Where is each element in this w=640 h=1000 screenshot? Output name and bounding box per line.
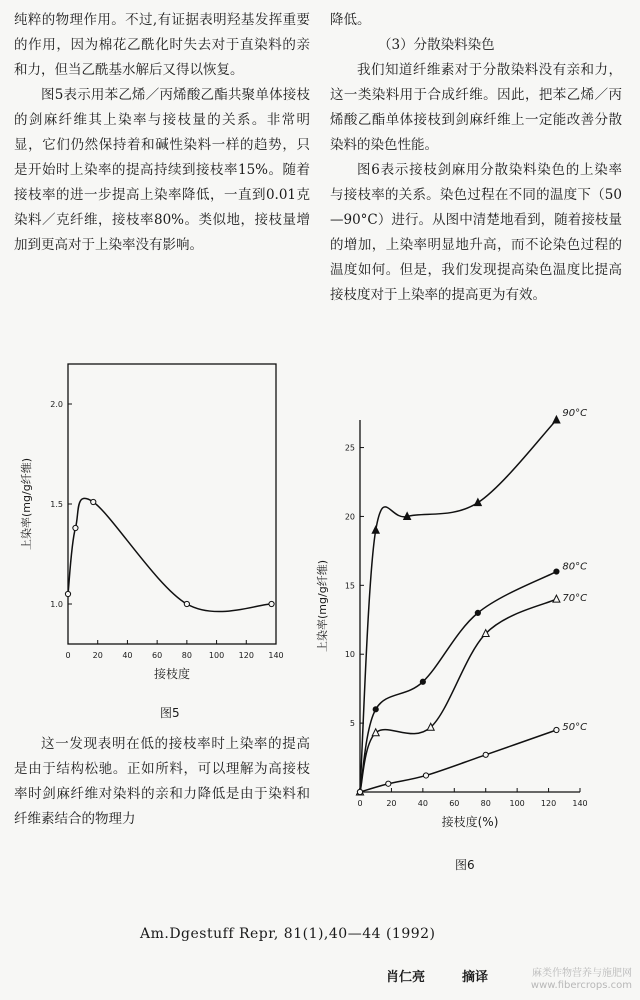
y-axis-label: 上染率(mg/g纤维) xyxy=(316,560,329,652)
y-tick-label: 5 xyxy=(349,719,355,729)
data-point xyxy=(372,729,379,736)
series-line xyxy=(68,498,272,611)
y-tick-label: 20 xyxy=(344,512,355,522)
x-tick-label: 40 xyxy=(122,651,133,660)
y-tick-label: 2.0 xyxy=(50,400,63,409)
right-column xyxy=(330,8,622,308)
x-tick-label: 60 xyxy=(449,799,460,808)
x-tick-label: 80 xyxy=(181,651,192,660)
left-para-1: 纯粹的物理作用。不过,有证据表明羟基发挥重要的作用，因为棉花乙酰化时失去对于直染料的亲和力，但当乙酰基水解后又得以恢复。 xyxy=(14,12,310,78)
x-tick-label: 20 xyxy=(92,651,103,660)
y-tick-label: 10 xyxy=(344,650,355,660)
x-tick-label: 120 xyxy=(540,799,557,808)
series-line xyxy=(360,599,556,792)
y-tick-label: 1.0 xyxy=(50,600,63,609)
right-para-1: 我们知道纤维素对于分散染料没有亲和力，这一类染料用于合成纤维。因此，把苯乙烯／丙烯酸乙酯单体接枝到剑麻纤维上一定能改善分散染料的染色性能。 xyxy=(330,62,622,153)
x-tick-label: 100 xyxy=(208,651,225,660)
left-column-bottom xyxy=(14,732,310,832)
data-point xyxy=(372,526,379,533)
watermark-line-2: www.fibercrops.com xyxy=(530,980,632,991)
data-point xyxy=(423,773,428,778)
x-tick-label: 60 xyxy=(152,651,163,660)
figure-6-caption: 图6 xyxy=(455,858,475,872)
data-point xyxy=(554,727,559,732)
series-label: 80°C xyxy=(562,561,588,573)
data-point xyxy=(386,781,391,786)
data-point xyxy=(373,707,378,712)
data-point xyxy=(483,752,488,757)
data-point xyxy=(475,610,480,615)
data-point xyxy=(65,591,70,596)
y-axis-label: 上染率(mg/g纤维) xyxy=(20,458,33,550)
data-point xyxy=(73,525,78,530)
figure-5-chart xyxy=(14,352,304,692)
y-tick-label: 25 xyxy=(344,443,355,453)
data-point xyxy=(357,789,362,794)
left-para-2: 图5表示用苯乙烯／丙烯酸乙酯共聚单体接枝的剑麻纤维其上染率与接枝量的关系。非常明显，它们仍然保持着和碱性染料一样的趋势，只是开始时上染率的提高持续到接枝率15%。随着接枝率的进一步提高上染率降低，一直到0.01克染料／克纤维，接枝率80%。类似地，接枝量增加到更高对于上染率没有影响。 xyxy=(14,87,310,253)
series-label: 90°C xyxy=(562,408,588,419)
x-tick-label: 40 xyxy=(417,799,428,808)
data-point xyxy=(91,499,96,504)
figure-5-caption: 图5 xyxy=(160,706,180,720)
x-tick-label: 140 xyxy=(572,799,588,808)
x-tick-label: 0 xyxy=(65,651,71,660)
y-tick-label: 1.5 xyxy=(50,500,63,509)
data-point xyxy=(474,499,481,506)
citation: Am.Dgestuff Repr, 81(1),40—44 (1992) xyxy=(140,926,436,942)
x-tick-label: 20 xyxy=(386,799,397,808)
x-tick-label: 140 xyxy=(268,651,284,660)
left-para-3: 这一发现表明在低的接枝率时上染率的提高是由于结构松驰。正如所料，可以理解为高接枝率时剑麻纤维对染料的亲和力降低是由于染料和纤维素结合的物理力 xyxy=(14,736,310,827)
series-line xyxy=(360,420,556,792)
section-heading: （3）分散染料染色 xyxy=(378,37,495,53)
data-point xyxy=(553,416,560,423)
data-point xyxy=(420,679,425,684)
x-tick-label: 0 xyxy=(357,799,363,808)
author-name: 肖仁亮 xyxy=(386,970,426,985)
plot-frame xyxy=(68,364,276,644)
x-tick-label: 100 xyxy=(509,799,525,808)
data-point xyxy=(184,601,189,606)
x-tick-label: 80 xyxy=(480,799,491,808)
y-tick-label: 15 xyxy=(344,581,355,591)
series-label: 70°C xyxy=(562,593,588,605)
figure-6-chart xyxy=(312,406,612,846)
translator-label: 摘译 xyxy=(462,970,489,985)
data-point xyxy=(553,595,560,602)
watermark-line-1: 麻类作物营养与施肥网 xyxy=(532,968,632,979)
right-para-2: 图6表示接枝剑麻用分散染料染色的上染率与接枝率的关系。染色过程在不同的温度下（50—90°C）进行。从图中清楚地看到，随着接枝量的增加，上染率明显地升高，而不论染色过程的温度如何。但是，我们发现提高染色温度比提高接枝度对于上染率的提高更为有效。 xyxy=(330,162,622,303)
x-tick-label: 120 xyxy=(238,651,254,660)
x-axis-label: 接枝度(%) xyxy=(441,815,499,829)
watermark xyxy=(531,968,632,992)
data-point xyxy=(269,601,274,606)
x-axis-label: 接枝度 xyxy=(153,667,191,681)
left-column xyxy=(14,8,310,258)
series-label: 50°C xyxy=(562,722,588,733)
right-line-1: 降低。 xyxy=(330,12,371,28)
data-point xyxy=(554,569,559,574)
